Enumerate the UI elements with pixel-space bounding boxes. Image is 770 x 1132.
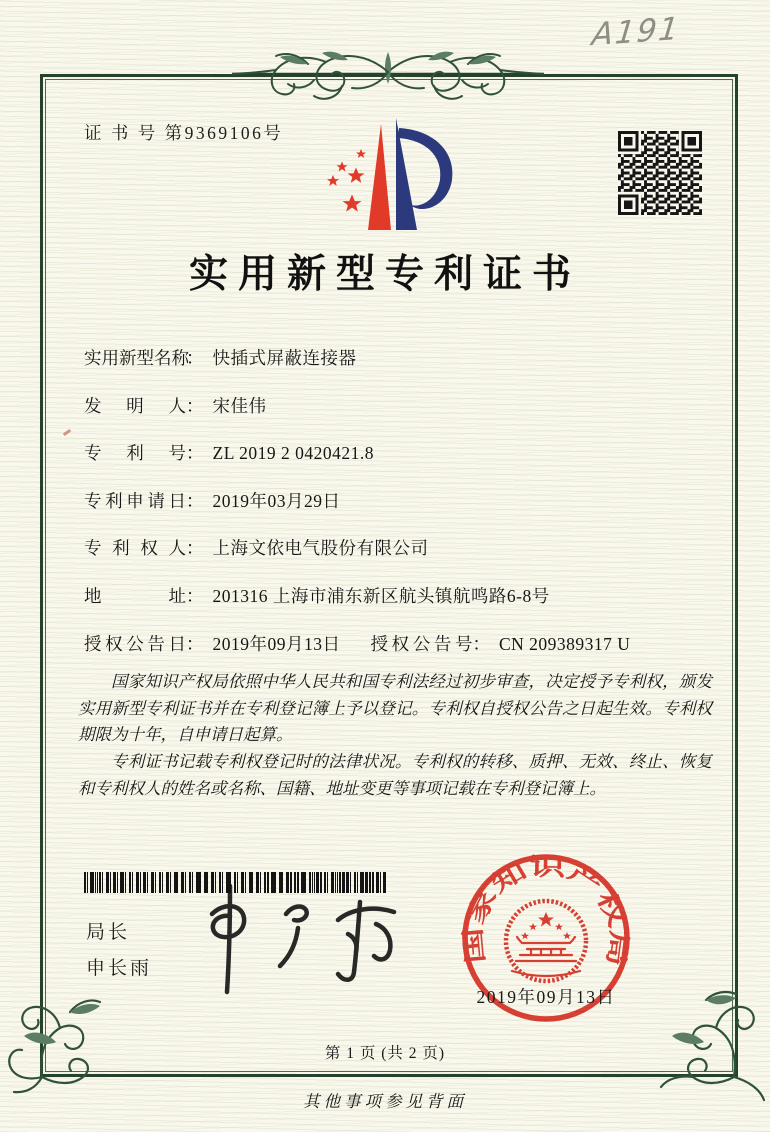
handwritten-signature <box>190 880 418 1002</box>
field-label: 专利申请日 <box>84 491 186 511</box>
field-colon: ： <box>186 491 204 511</box>
field-value: 宋佳伟 <box>212 396 267 416</box>
page-number: 第 1 页 (共 2 页) <box>324 1045 446 1062</box>
certificate-number: 证 书 号 第9369106号 <box>84 123 284 143</box>
field-group-grant-number <box>371 631 631 656</box>
top-flourish-ornament-icon <box>232 40 544 108</box>
field-row-filing-date <box>84 488 341 513</box>
commissioner-name: 申长雨 <box>86 958 153 979</box>
field-value: 201316 上海市浦东新区航头镇航鸣路6-8号 <box>212 586 550 606</box>
seal-ring-text: 国家知识产权局 <box>461 854 632 965</box>
national-emblem-icon <box>506 901 586 981</box>
field-label: 发明人 <box>84 396 186 416</box>
field-row-grant-date <box>84 631 630 656</box>
field-colon: ： <box>186 538 204 558</box>
field-label: 实用新型名称 <box>84 348 189 368</box>
field-value: 2019年03月29日 <box>212 491 341 511</box>
field-label: 授权公告号 <box>370 634 473 654</box>
field-colon: ： <box>186 348 204 368</box>
legal-text-block <box>78 669 712 803</box>
back-side-note: 其他事项参见背面 <box>303 1092 467 1111</box>
field-colon: ： <box>472 634 490 654</box>
field-value: 快插式屏蔽连接器 <box>212 348 357 368</box>
field-value: 上海文依电气股份有限公司 <box>212 538 429 558</box>
qr-code-icon <box>618 131 702 215</box>
field-row-patentee <box>84 535 429 560</box>
seal-date: 2019年09月13日 <box>476 987 616 1007</box>
handwritten-annotation: A191 <box>590 10 683 54</box>
field-colon: ： <box>186 396 204 416</box>
field-label: 专利号 <box>84 443 186 463</box>
field-row-patent-number <box>84 440 374 465</box>
field-label: 授权公告日 <box>84 634 186 654</box>
field-label: 地址 <box>84 586 186 606</box>
field-value: ZL 2019 2 0420421.8 <box>212 443 374 463</box>
field-value: 2019年09月13日 <box>212 634 341 654</box>
legal-paragraph-register: 专利证书记载专利权登记时的法律状况。专利权的转移、质押、无效、终止、恢复和专利权人的姓名或名称、国籍、地址变更等事项记载在专利登记簿上。 <box>78 752 712 798</box>
certificate-title: 实用新型专利证书 <box>188 253 581 296</box>
field-row-utility-model-name <box>84 345 357 370</box>
field-row-address <box>84 583 550 608</box>
commissioner-title: 局长 <box>86 922 131 943</box>
field-colon: ： <box>186 443 204 463</box>
svg-text:国家知识产权局 <box>460 854 633 968</box>
field-colon: ： <box>186 634 204 654</box>
bottom-left-flourish-ornament-icon <box>0 982 152 1094</box>
cnipa-patent-logo-icon <box>312 116 462 236</box>
field-value: CN 209389317 U <box>499 634 631 654</box>
field-row-inventor <box>84 393 267 418</box>
legal-paragraph-grant: 国家知识产权局依照中华人民共和国专利法经过初步审查，决定授予专利权，颁发实用新型专利证书并在专利登记簿上予以登记。专利权自授权公告之日起生效。专利权期限为十年，自申请日起算。 <box>78 672 712 745</box>
field-colon: ： <box>186 586 204 606</box>
field-label: 专利权人 <box>84 538 186 558</box>
